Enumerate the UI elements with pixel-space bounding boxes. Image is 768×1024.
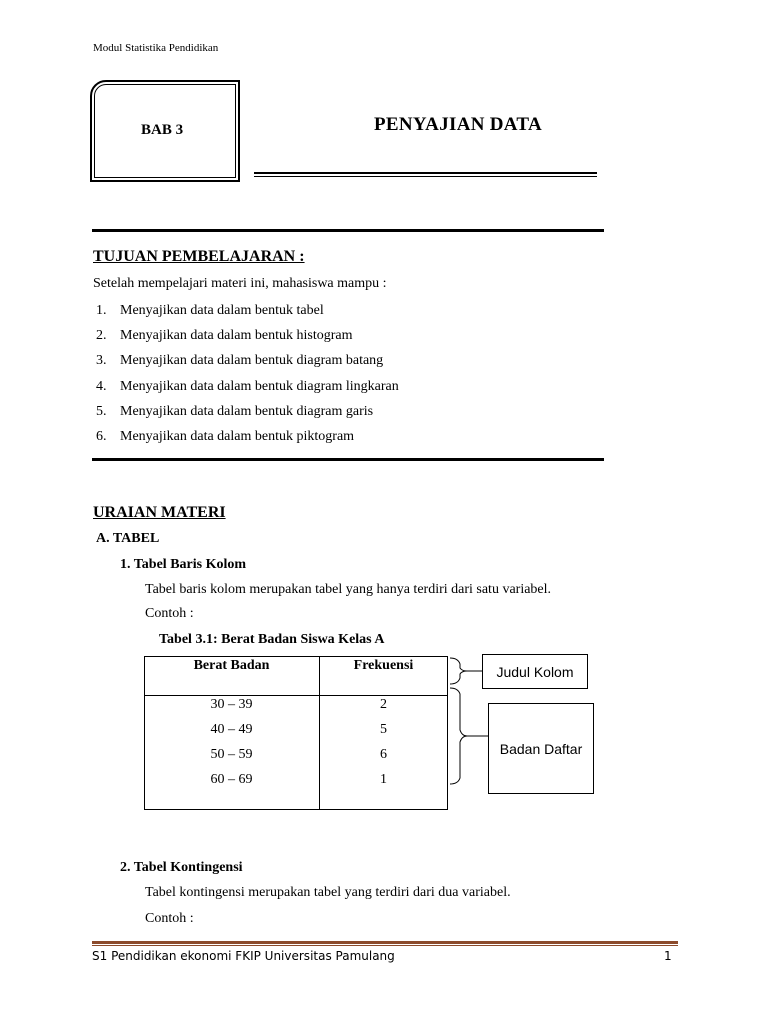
objectives-list xyxy=(96,302,399,453)
list-item-text: Menyajikan data dalam bentuk histogram xyxy=(120,328,353,344)
list-item xyxy=(96,378,399,403)
page-number: 1 xyxy=(664,949,672,963)
table-cell: 30 – 39 xyxy=(210,697,253,712)
list-item-number: 1. xyxy=(96,303,107,318)
subsection-1-description: Tabel baris kolom merupakan tabel yang hanya terdiri dari satu variabel. xyxy=(145,582,552,597)
table-caption: Tabel 3.1: Berat Badan Siswa Kelas A xyxy=(159,632,385,647)
footer-rule xyxy=(92,941,678,944)
list-item xyxy=(96,302,399,327)
table-header-divider xyxy=(144,695,448,696)
divider-top xyxy=(92,229,604,232)
list-item xyxy=(96,403,399,428)
table-header-cell: Berat Badan xyxy=(193,658,270,673)
table-cell: 1 xyxy=(380,772,387,787)
list-item-text: Menyajikan data dalam bentuk diagram lingkaran xyxy=(120,378,399,394)
subsection-2-heading: 2. Tabel Kontingensi xyxy=(120,860,243,875)
table-cell: 40 – 49 xyxy=(210,722,253,737)
list-item-text: Menyajikan data dalam bentuk diagram garis xyxy=(120,403,374,419)
running-header: Modul Statistika Pendidikan xyxy=(93,42,219,54)
subsection-1-example-label: Contoh : xyxy=(145,606,194,621)
subsection-2-description: Tabel kontingensi merupakan tabel yang terdiri dari dua variabel. xyxy=(145,885,511,900)
list-item-number: 4. xyxy=(96,378,107,394)
materi-heading: URAIAN MATERI xyxy=(93,504,226,521)
footer-rule-thin xyxy=(92,945,678,946)
list-item-number: 2. xyxy=(96,328,107,344)
list-item-text: Menyajikan data dalam bentuk tabel xyxy=(120,303,324,318)
callout-table-body xyxy=(488,703,594,794)
list-item-number: 5. xyxy=(96,403,107,419)
chapter-title: PENYAJIAN DATA xyxy=(374,114,543,135)
list-item-text: Menyajikan data dalam bentuk diagram batang xyxy=(120,353,384,369)
footer-text: S1 Pendidikan ekonomi FKIP Universitas Pamulang xyxy=(92,949,395,963)
header-brace-icon xyxy=(450,658,467,684)
list-item-number: 6. xyxy=(96,428,107,444)
list-item xyxy=(96,352,399,377)
callout-table-body-label: Badan Daftar xyxy=(499,740,583,757)
table-header-cell: Frekuensi xyxy=(353,658,414,673)
divider-bottom xyxy=(92,458,604,461)
table-cell: 50 – 59 xyxy=(210,747,253,762)
table-cell: 2 xyxy=(380,697,387,712)
list-item xyxy=(96,327,399,352)
callout-column-header xyxy=(482,654,588,689)
subsection-1-heading: 1. Tabel Baris Kolom xyxy=(120,557,247,572)
chapter-number: BAB 3 xyxy=(141,122,184,138)
table-cell: 60 – 69 xyxy=(210,772,253,787)
table-cell: 5 xyxy=(380,722,387,737)
chapter-title-rule xyxy=(254,172,597,177)
body-brace-icon xyxy=(450,688,467,784)
callout-column-header-label: Judul Kolom xyxy=(496,663,574,680)
objectives-intro: Setelah mempelajari materi ini, mahasiswa mampu : xyxy=(93,276,387,291)
list-item xyxy=(96,428,399,453)
section-a-heading: A. TABEL xyxy=(96,531,160,546)
list-item-text: Menyajikan data dalam bentuk piktogram xyxy=(120,428,355,444)
objectives-heading: TUJUAN PEMBELAJARAN : xyxy=(93,248,305,265)
table-cell: 6 xyxy=(380,747,387,762)
list-item-number: 3. xyxy=(96,353,107,369)
subsection-2-example-label: Contoh : xyxy=(145,911,194,926)
